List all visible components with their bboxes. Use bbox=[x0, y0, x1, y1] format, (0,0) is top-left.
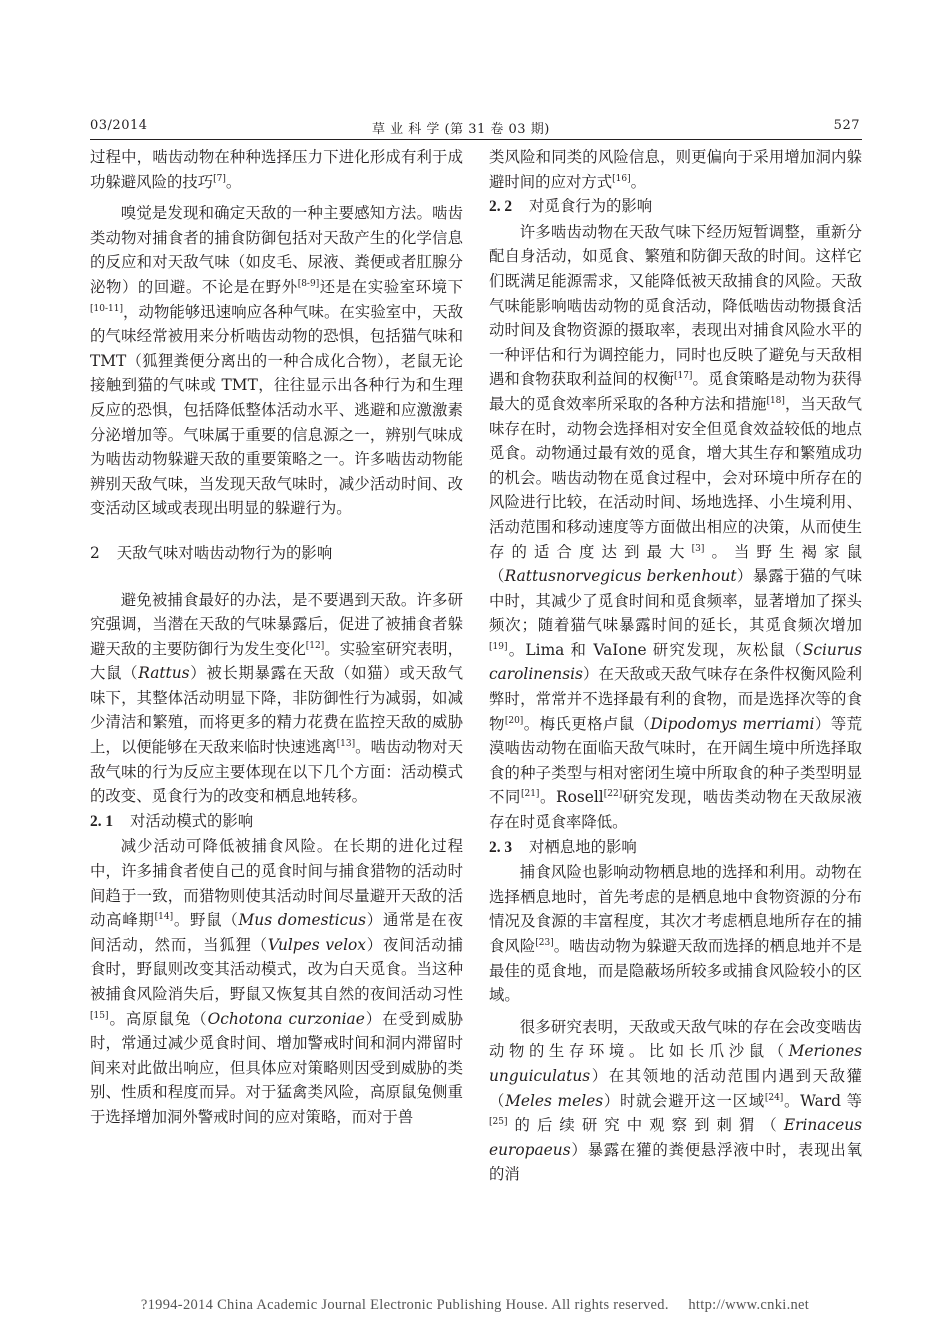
copyright-footer: ?1994-2014 China Academic Journal Electronic Publishing House. All rights reserved. http://www.cnki.net bbox=[140, 1297, 810, 1313]
species-name: Rattusnorvegicus berkenhout bbox=[504, 567, 737, 586]
section-heading: 2 天敌气味对啮齿动物行为的影响 bbox=[90, 543, 333, 562]
citation: [17] bbox=[673, 371, 693, 382]
species-name: Meles meles bbox=[505, 1091, 604, 1110]
paragraph: 嗅觉是发现和确定天敌的一种主要感知方法。啮齿类动物对捕食者的捕食防御包括对天敌产生的化学信息的反应和对天敌气味（如皮毛、尿液、粪便或者肛腺分泌物）的回避。不论是在野外[8-9]还是在实验室环境下[10-11]，动物能够迅速响应各种气味。在实验室中，天敌的气味经常被用来分析啮齿动物的恐惧，包括猫气味和 TMT（狐狸粪便分离出的一种合成化合物），老鼠无论接触到猫的气味或 TMT，往往显示出各种行为和生理反应的恐惧，包括降低整体活动水平、逃避和应激激素分泌增加等。气味属于重要的信息源之一，辨别气味成为啮齿动物躲避天敌的重要策略之一。许多啮齿动物能辨别天敌气味，当发现天敌气味时，减少活动时间、改变活动区域或表现出明显的躲避行为。 bbox=[90, 204, 463, 518]
citation: [3] bbox=[691, 543, 705, 554]
citation: [19] bbox=[489, 641, 508, 652]
citation: [8-9] bbox=[297, 278, 320, 289]
citation: [10-11] bbox=[90, 303, 123, 314]
species-name: Rattus bbox=[138, 664, 190, 683]
citation: [7] bbox=[213, 173, 226, 184]
paragraph: 减少活动可降低被捕食风险。在长期的进化过程中，许多捕食者使自己的觅食时间与捕食猎物的活动时间趋于一致，而猎物则使其活动时间尽量避开天敌的活动高峰期[14]。野鼠（Mus domesticus）通常是在夜间活动，然而，当狐狸（Vulpes velox）夜间活动捕食时，野鼠则改变其活动模式，改为白天觅食。当这种被捕食风险消失后，野鼠又恢复其自然的夜间活动习性[15]。高原鼠兔（Ochotona curzoniae）在受到威胁时，常通过减少觅食时间、增加警戒时间和洞内滞留时间来对此做出响应，但具体应对策略则因受到威胁的类别、性质和程度而异。对于猛禽类风险，高原鼠兔侧重于选择增加洞外警戒时间的应对策略，而对于兽 bbox=[90, 837, 463, 1126]
species-name: Meriones unguiculatus bbox=[489, 1042, 862, 1085]
right-column bbox=[489, 145, 862, 1187]
paragraph: 类风险和同类的风险信息，则更偏向于采用增加洞内躲避时间的应对方式[16]。 bbox=[489, 148, 862, 191]
citation: [12] bbox=[305, 640, 325, 651]
species-name: Erinaceus europaeus bbox=[489, 1116, 862, 1159]
citation: [25] bbox=[489, 1117, 508, 1128]
paragraph: 过程中，啮齿动物在种种选择压力下进化形成有利于成功躲避风险的技巧[7]。 bbox=[90, 148, 463, 191]
subsection-heading: 2. 1 对活动模式的影响 bbox=[90, 811, 254, 830]
citation: [20] bbox=[504, 715, 524, 726]
left-column bbox=[90, 145, 463, 1130]
header-rule bbox=[90, 139, 862, 140]
paragraph: 许多啮齿动物在天敌气味下经历短暂调整，重新分配自身活动，如觅食、繁殖和防御天敌的时间。这样它们既满足能源需求，又能降低被天敌捕食的风险。天敌气味能影响啮齿动物的觅食活动，降低啮齿动物摄食活动时间及食物资源的摄取率，表现出对捕食风险水平的一种评估和行为调控能力，同时也反映了避免与天敌相遇和食物获取利益间的权衡[17]。觅食策略是动物为获得最大的觅食效率所采取的各种方法和措施[18]，当天敌气味存在时，动物会选择相对安全但觅食效益较低的地点觅食。动物通过最有效的觅食，增大其生存和繁殖成功的机会。啮齿动物在觅食过程中，会对环境中所存在的风险进行比较，在活动时间、场地选择、小生境利用、活动范围和移动速度等方面做出相应的决策，从而使生存的适合度达到最大[3]。当野生褐家鼠（Rattusnorvegicus berkenhout）暴露于猫的气味中时，其减少了觅食时间和觅食频率，显著增加了探头频次；随着猫气味暴露时间的延长，其觅食频次增加[19]。Lima 和 VaIone 研究发现，灰松鼠（Sciurus carolinensis）在天敌或天敌气味存在条件权衡风险利弊时，常常并不选择最有利的食物，而是选择次等的食物[20]。梅氏更格卢鼠（Dipodomys merriami）等荒漠啮齿动物在面临天敌气味时，在开阔生境中所选择取食的种子类型与相对密闭生境中所取食的种子类型明显不同[21]。Rosell[22]研究发现，啮齿类动物在天敌尿液存在时觅食率降低。 bbox=[489, 222, 862, 832]
paragraph: 很多研究表明，天敌或天敌气味的存在会改变啮齿动物的生存环境。比如长爪沙鼠（Meriones unguiculatus）在其领地的活动范围内遇到天敌獾（Meles meles）时就会避开这一区域[24]。Ward 等[25]的后续研究中观察到刺猬（Erinaceus europaeus）暴露在獾的粪便悬浮液中时，表现出氧的消 bbox=[489, 1017, 862, 1184]
citation: [22] bbox=[603, 789, 623, 800]
header-issue: 03/2014 bbox=[90, 118, 148, 133]
citation: [24] bbox=[764, 1092, 784, 1103]
species-name: Ochotona curzoniae bbox=[207, 1009, 365, 1028]
species-name: Mus domesticus bbox=[238, 911, 367, 930]
citation: [14] bbox=[154, 912, 174, 923]
species-name: Vulpes velox bbox=[267, 935, 366, 954]
citation: [16] bbox=[612, 173, 631, 184]
citation: [23] bbox=[535, 938, 554, 948]
header-journal: 草 业 科 学 (第 31 卷 03 期) bbox=[372, 122, 550, 137]
citation: [18] bbox=[766, 395, 785, 406]
paragraph: 捕食风险也影响动物栖息地的选择和利用。动物在选择栖息地时，首先考虑的是栖息地中食物资源的分布情况及食源的丰富程度，其次才考虑栖息地所存在的捕食风险[23]。啮齿动物为躲避天敌而选择的栖息地并不是最佳的觅食地，而是隐蔽场所较多或捕食风险较小的区域。 bbox=[489, 863, 862, 1005]
citation: [21] bbox=[520, 789, 540, 800]
subsection-heading: 2. 2 对觅食行为的影响 bbox=[489, 197, 653, 216]
paragraph: 避免被捕食最好的办法，是不要遇到天敌。许多研究强调，当潜在天敌的气味暴露后，促进了被捕食者躲避天敌的主要防御行为发生变化[12]。实验室研究表明，大鼠（Rattus）被长期暴露在天敌（如猫）或天敌气味下，其整体活动明显下降，非防御性行为减弱，如减少清洁和繁殖，而将更多的精力花费在监控天敌的威胁上，以便能够在天敌来临时快速逃离[13]。啮齿动物对天敌气味的行为反应主要体现在以下几个方面：活动模式的改变、觅食行为的改变和栖息地转移。 bbox=[90, 590, 463, 806]
citation: [15] bbox=[90, 1010, 109, 1021]
header-page-number: 527 bbox=[833, 118, 860, 133]
citation: [13] bbox=[336, 739, 356, 750]
species-name: Dipodomys merriami bbox=[650, 714, 815, 733]
subsection-heading: 2. 3 对栖息地的影响 bbox=[489, 837, 637, 856]
species-name: Sciurus carolinensis bbox=[489, 640, 862, 684]
